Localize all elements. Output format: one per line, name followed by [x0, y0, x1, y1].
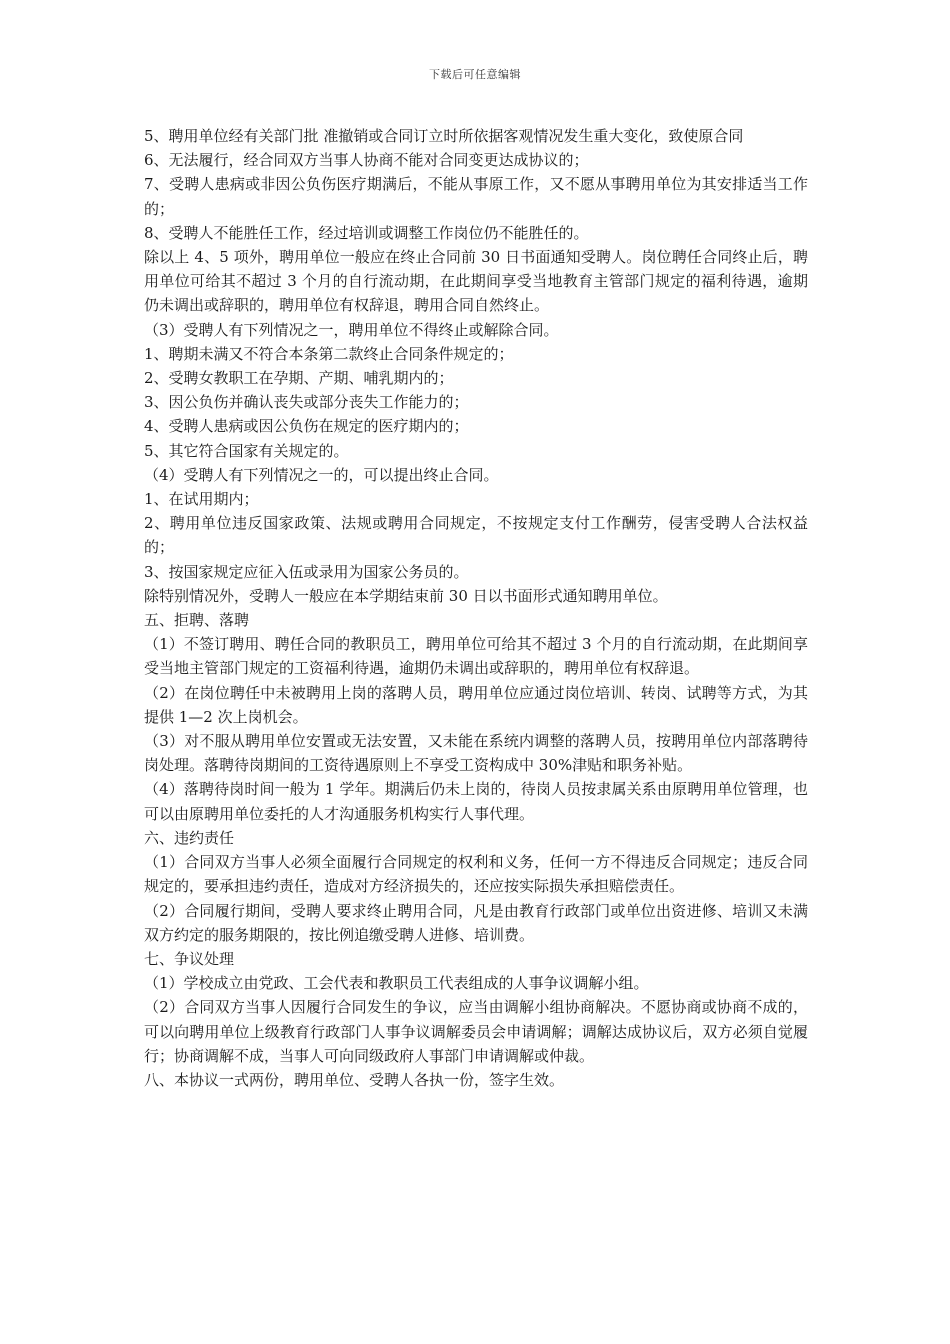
paragraph: 3、按国家规定应征入伍或录用为国家公务员的。 — [144, 562, 469, 581]
paragraph: （2）在岗位聘任中未被聘用上岗的落聘人员，聘用单位应通过岗位培训、转岗、试聘等方式，为其提供 1—2 次上岗机会。 — [144, 683, 808, 726]
paragraph: （1）合同双方当事人必须全面履行合同规定的权利和义务，任何一方不得违反合同规定；违反合同规定的，要承担违约责任，造成对方经济损失的，还应按实际损失承担赔偿责任。 — [144, 853, 808, 896]
paragraph: （1）学校成立由党政、工会代表和教职员工代表组成的人事争议调解小组。 — [144, 974, 649, 993]
paragraph: （3）对不服从聘用单位安置或无法安置，又未能在系统内调整的落聘人员，按聘用单位内部落聘待岗处理。落聘待岗期间的工资待遇原则上不享受工资构成中 30%津贴和职务补贴。 — [144, 732, 808, 775]
paragraph: （4）受聘人有下列情况之一的，可以提出终止合同。 — [144, 465, 499, 484]
document-body — [144, 124, 808, 1092]
section-heading: 七、争议处理 — [144, 949, 235, 968]
paragraph: 8、受聘人不能胜任工作，经过培训或调整工作岗位仍不能胜任的。 — [144, 223, 589, 242]
paragraph: 八、本协议一式两份，聘用单位、受聘人各执一份，签字生效。 — [144, 1070, 565, 1089]
paragraph: 6、无法履行，经合同双方当事人协商不能对合同变更达成协议的； — [144, 151, 589, 170]
paragraph: 1、聘期未满又不符合本条第二款终止合同条件规定的； — [144, 344, 514, 363]
page-header: 下载后可任意编辑 — [429, 68, 521, 81]
paragraph: 2、受聘女教职工在孕期、产期、哺乳期内的； — [144, 369, 454, 388]
paragraph: 除特别情况外，受聘人一般应在本学期结束前 30 日以书面形式通知聘用单位。 — [144, 586, 668, 605]
paragraph: 5、其它符合国家有关规定的。 — [144, 441, 349, 460]
paragraph: （3）受聘人有下列情况之一，聘用单位不得终止或解除合同。 — [144, 320, 559, 339]
paragraph: 4、受聘人患病或因公负伤在规定的医疗期内的； — [144, 417, 469, 436]
paragraph: 5、聘用单位经有关部门批 准撤销或合同订立时所依据客观情况发生重大变化，致使原合同 — [144, 127, 744, 145]
paragraph: （4）落聘待岗时间一般为 1 学年。期满后仍未上岗的，待岗人员按隶属关系由原聘用单位管理，也可以由原聘用单位委托的人才沟通服务机构实行人事代理。 — [144, 780, 808, 823]
paragraph: （2）合同双方当事人因履行合同发生的争议，应当由调解小组协商解决。不愿协商或协商不成的，可以向聘用单位上级教育行政部门人事争议调解委员会申请调解；调解达成协议后，双方必须自觉履行；协商调解不成，当事人可向同级政府人事部门申请调解或仲裁。 — [144, 998, 808, 1065]
section-heading: 六、违约责任 — [144, 828, 235, 847]
paragraph: 2、聘用单位违反国家政策、法规或聘用合同规定，不按规定支付工作酬劳，侵害受聘人合法权益的； — [144, 514, 808, 557]
paragraph: 7、受聘人患病或非因公负伤医疗期满后，不能从事原工作，又不愿从事聘用单位为其安排适当工作的； — [144, 175, 808, 218]
section-heading: 五、拒聘、落聘 — [144, 611, 250, 630]
paragraph: 1、在试用期内； — [144, 490, 259, 509]
paragraph: 3、因公负伤并确认丧失或部分丧失工作能力的； — [144, 393, 469, 412]
paragraph: （1）不签订聘用、聘任合同的教职员工，聘用单位可给其不超过 3 个月的自行流动期，在此期间享受当地主管部门规定的工资福利待遇，逾期仍未调出或辞职的，聘用单位有权辞退。 — [144, 635, 808, 678]
paragraph: 除以上 4、5 项外，聘用单位一般应在终止合同前 30 日书面通知受聘人。岗位聘任合同终止后，聘用单位可给其不超过 3 个月的自行流动期，在此期间享受当地教育主管部门规定的福利待遇，逾期仍未调出或辞职的，聘用单位有权辞退，聘用合同自然终止。 — [144, 248, 808, 315]
paragraph: （2）合同履行期间，受聘人要求终止聘用合同，凡是由教育行政部门或单位出资进修、培训又未满双方约定的服务期限的，按比例追缴受聘人进修、培训费。 — [144, 901, 808, 944]
